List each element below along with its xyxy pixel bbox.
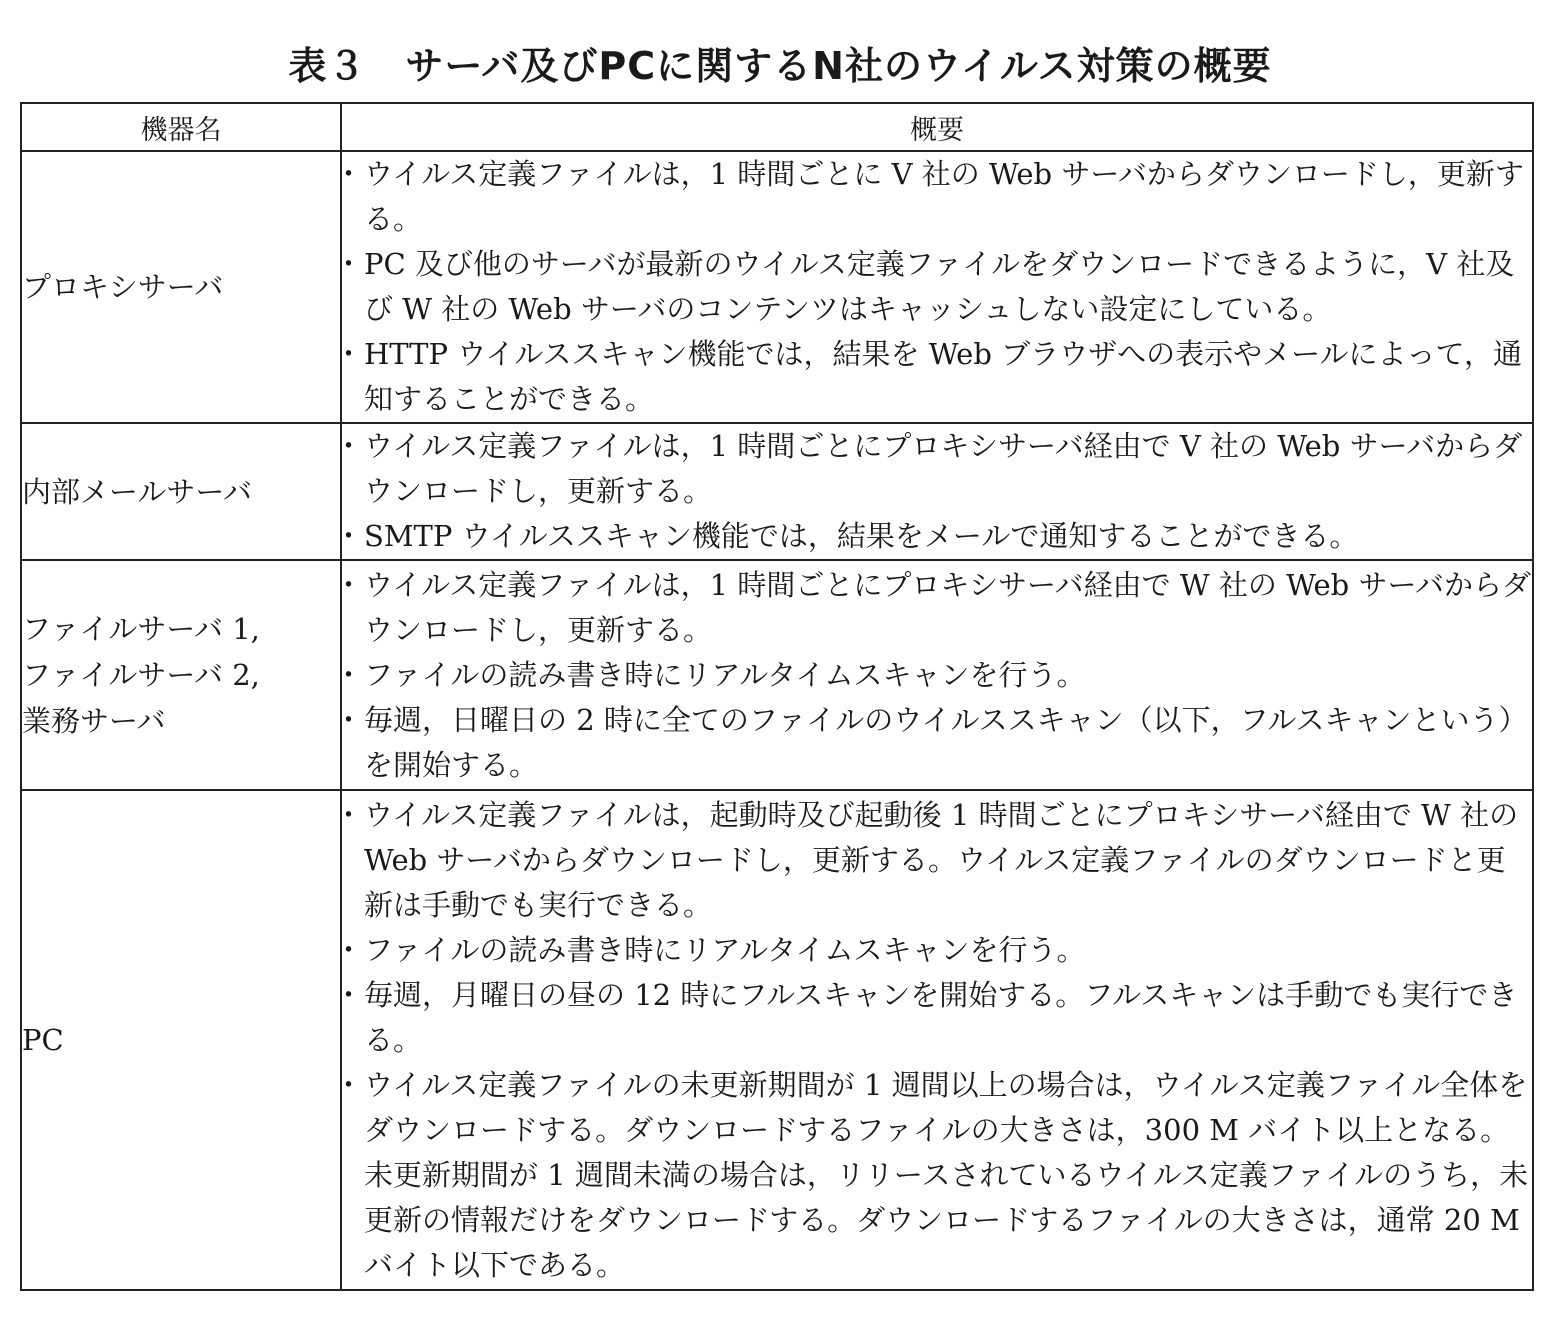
summary-list	[342, 424, 1532, 559]
list-item: ・ ウイルス定義ファイルは，1 時間ごとに V 社の Web サーバからダウンロードし，更新する。	[342, 152, 1532, 242]
header-device: 機器名	[21, 103, 341, 151]
list-item: ・ ファイルの読み書き時にリアルタイムスキャンを行う。	[342, 653, 1532, 698]
table-row	[21, 790, 1533, 1290]
list-item: ・ ウイルス定義ファイルは，起動時及び起動後 1 時間ごとにプロキシサーバ経由で W 社の Web サーバからダウンロードし，更新する。ウイルス定義ファイルのダウンロードと更新は手動でも実行できる。	[342, 793, 1532, 928]
list-item: ・ PC 及び他のサーバが最新のウイルス定義ファイルをダウンロードできるように，V 社及び W 社の Web サーバのコンテンツはキャッシュしない設定にしている。	[342, 242, 1532, 332]
virus-countermeasure-table	[20, 102, 1534, 1291]
table-row	[21, 423, 1533, 560]
summary-list	[342, 152, 1532, 422]
list-item: ・ HTTP ウイルススキャン機能では，結果を Web ブラウザへの表示やメールによって，通知することができる。	[342, 332, 1532, 422]
device-name: ファイルサーバ 2,	[22, 658, 260, 692]
list-item: ・ SMTP ウイルススキャン機能では，結果をメールで通知することができる。	[342, 514, 1532, 559]
table-title: 表３ サーバ及びPCに関するN社のウイルス対策の概要	[288, 44, 1272, 88]
summary-list	[342, 793, 1532, 1288]
list-item: ・ ウイルス定義ファイルは，1 時間ごとにプロキシサーバ経由で V 社の Web サーバからダウンロードし，更新する。	[342, 424, 1532, 514]
table-row	[21, 151, 1533, 423]
summary-cell	[341, 560, 1533, 790]
device-cell	[21, 790, 341, 1290]
device-name: プロキシサーバ	[22, 270, 224, 304]
device-name: PC	[22, 1023, 64, 1057]
list-item: ・ ウイルス定義ファイルは，1 時間ごとにプロキシサーバ経由で W 社の Web サーバからダウンロードし，更新する。	[342, 563, 1532, 653]
summary-cell	[341, 151, 1533, 423]
table-row	[21, 560, 1533, 790]
device-name: ファイルサーバ 1,	[22, 612, 260, 646]
header-summary: 概要	[341, 103, 1533, 151]
summary-cell	[341, 423, 1533, 560]
device-cell	[21, 151, 341, 423]
device-cell	[21, 423, 341, 560]
summary-list	[342, 563, 1532, 788]
device-name: 業務サーバ	[22, 704, 166, 738]
summary-cell	[341, 790, 1533, 1290]
device-cell	[21, 560, 341, 790]
list-item: ・ 毎週，月曜日の昼の 12 時にフルスキャンを開始する。フルスキャンは手動でも実行できる。	[342, 973, 1532, 1063]
list-item: ・ ファイルの読み書き時にリアルタイムスキャンを行う。	[342, 928, 1532, 973]
list-item: ・ ウイルス定義ファイルの未更新期間が 1 週間以上の場合は，ウイルス定義ファイル全体をダウンロードする。ダウンロードするファイルの大きさは，300 M バイト以上となる。未更新期間が 1 週間未満の場合は，リリースされているウイルス定義ファイルのうち，未更新の情報だけをダウンロードする。ダウンロードするファイルの大きさは，通常 20 M バイト以下である。	[342, 1063, 1532, 1288]
device-name: 内部メールサーバ	[22, 474, 252, 509]
header-row	[21, 103, 1533, 151]
list-item: ・ 毎週，日曜日の 2 時に全てのファイルのウイルススキャン（以下，フルスキャンという）を開始する。	[342, 698, 1532, 788]
